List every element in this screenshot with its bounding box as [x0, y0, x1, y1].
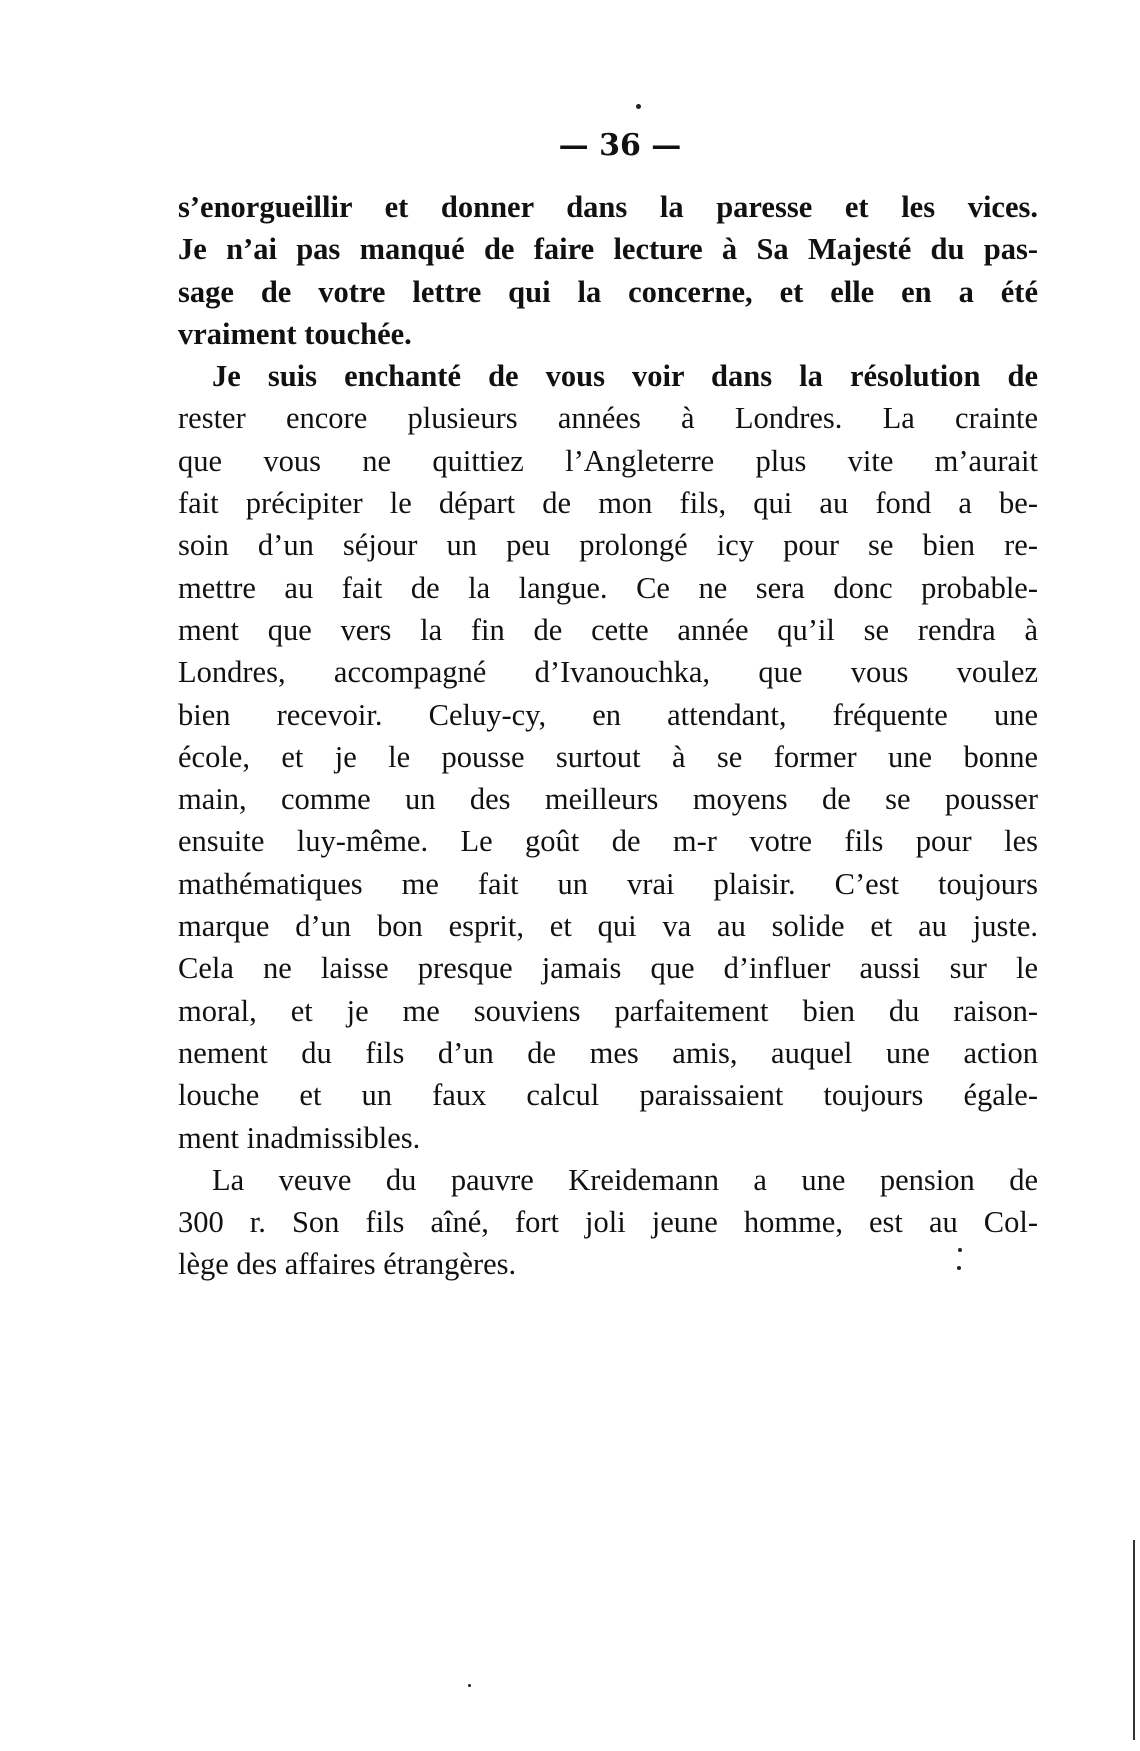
text-line-10: mettre au fait de la langue. Ce ne sera donc probable- [178, 570, 1038, 605]
text-line-24: La veuve du pauvre Kreidemann a une pension de [212, 1162, 1038, 1197]
text-line-21: nement du fils d’un de mes amis, auquel une action [178, 1035, 1038, 1070]
text-line-6: rester encore plusieurs années à Londres. La crainte [178, 401, 1038, 436]
text-line-2: Je n’ai pas manqué de faire lecture à Sa Majesté du pas- [178, 232, 1038, 267]
text-line-22: louche et un faux calcul paraissaient toujours égale- [178, 1078, 1038, 1113]
page-number: — 36 — [558, 128, 682, 163]
text-line-5: Je suis enchanté de vous voir dans la résolution de [212, 359, 1038, 394]
text-line-14: école, et je le pousse surtout à se former une bonne [178, 739, 1038, 774]
text-line-25: 300 r. Son fils aîné, fort joli jeune homme, est au Col- [178, 1205, 1038, 1240]
text-line-1: s’enorgueillir et donner dans la paresse et les vices. [178, 190, 1038, 224]
text-line-13: bien recevoir. Celuy-cy, en attendant, fréquente une [178, 697, 1038, 732]
scan-speck [957, 1266, 961, 1270]
text-line-9: soin d’un séjour un peu prolongé icy pour se bien re- [178, 528, 1038, 563]
text-line-8: fait précipiter le départ de mon fils, qui au fond a be- [178, 486, 1038, 521]
text-line-12: Londres, accompagné d’Ivanouchka, que vous voulez [178, 655, 1038, 690]
scan-speck [468, 1684, 471, 1687]
text-line-23: ment inadmissibles. [178, 1120, 421, 1155]
text-line-7: que vous ne quittiez l’Angleterre plus vite m’aurait [178, 443, 1038, 478]
letter-body-text [178, 186, 1038, 1286]
scan-speck [958, 1248, 962, 1252]
text-line-16: ensuite luy-même. Le goût de m-r votre fils pour les [178, 824, 1038, 859]
text-line-11: ment que vers la fin de cette année qu’il se rendra à [178, 612, 1038, 647]
text-line-19: Cela ne laisse presque jamais que d’influer aussi sur le [178, 951, 1038, 986]
scan-edge-mark [1133, 1540, 1135, 1740]
text-line-17: mathématiques me fait un vrai plaisir. C’est toujours [178, 866, 1038, 901]
scan-speck [636, 104, 641, 109]
text-line-4: vraiment touchée. [178, 316, 412, 351]
text-line-20: moral, et je me souviens parfaitement bien du raison- [178, 993, 1038, 1028]
text-line-26: lège des affaires étrangères. [178, 1247, 517, 1282]
text-line-18: marque d’un bon esprit, et qui va au solide et au juste. [178, 909, 1038, 944]
text-line-15: main, comme un des meilleurs moyens de se pousser [178, 782, 1038, 817]
text-line-3: sage de votre lettre qui la concerne, et elle en a été [178, 274, 1038, 309]
